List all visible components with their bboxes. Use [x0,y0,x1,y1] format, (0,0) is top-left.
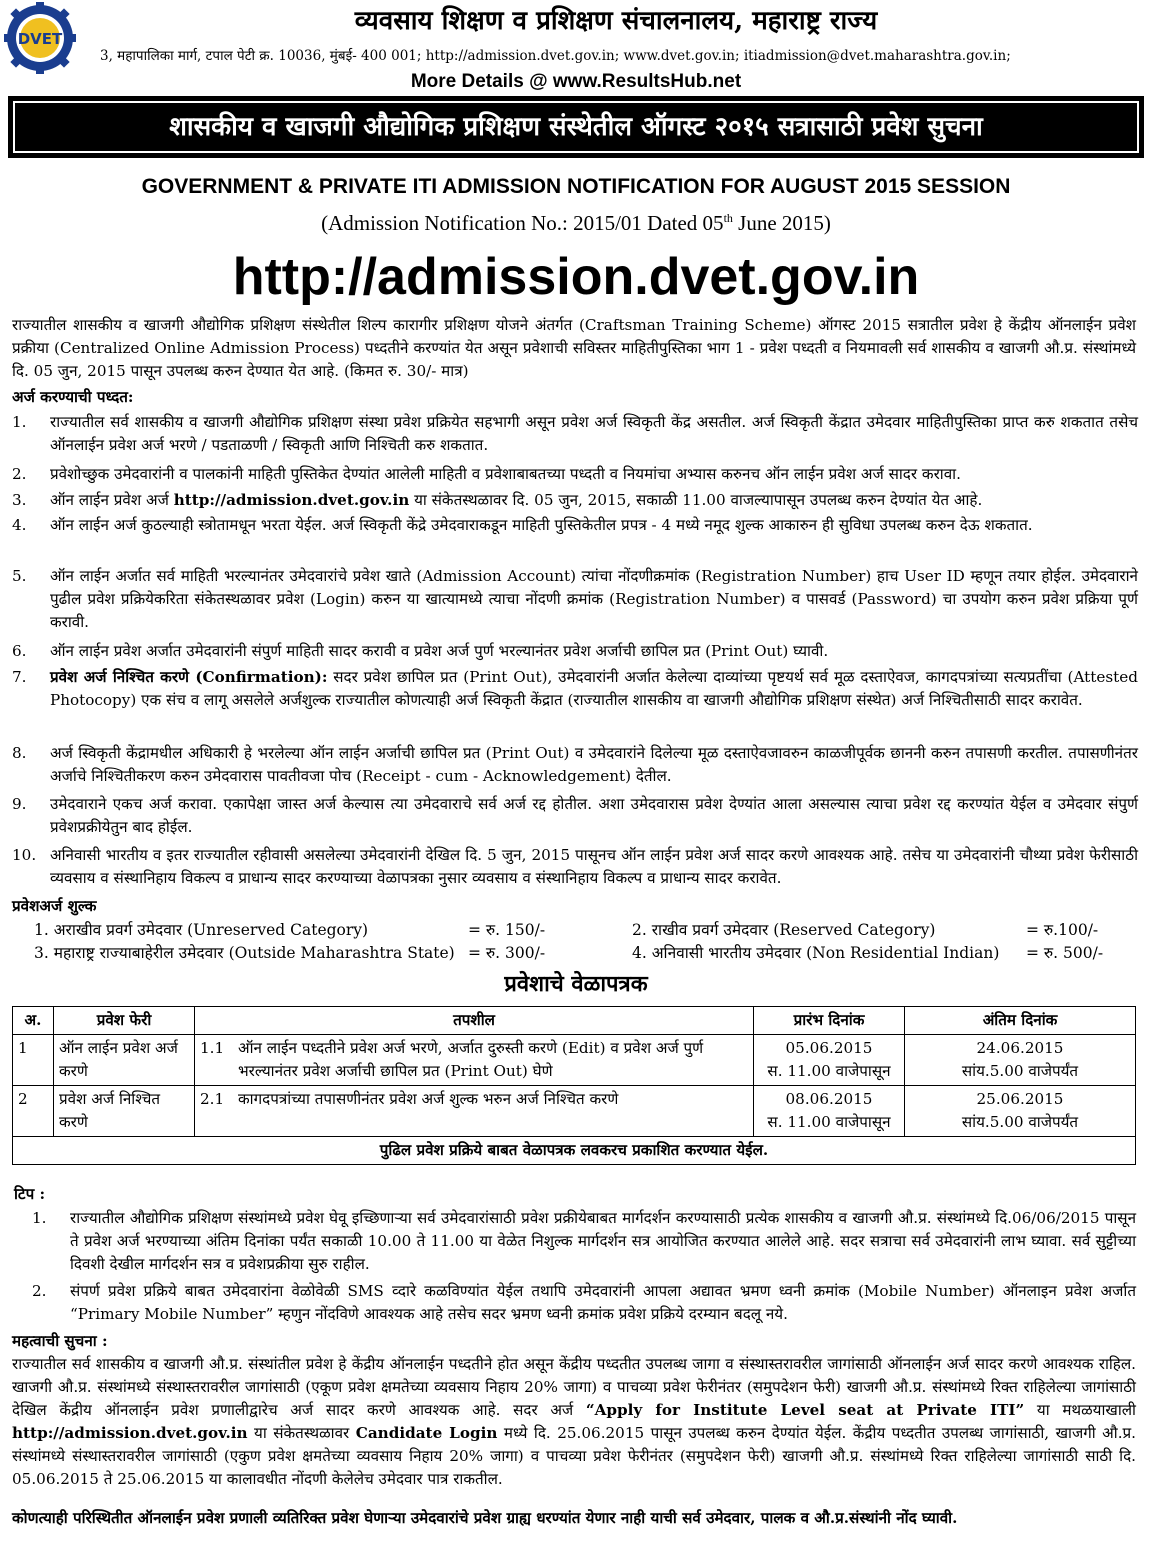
important-paragraph [12,1353,1136,1491]
item-number: 3. [12,491,27,509]
tip-text: राज्यातील औद्योगिक प्रशिक्षण संस्थांमध्ये प्रवेश घेवू इच्छिणाऱ्या सर्व उमेदवारांसाठी प्रवेश प्रक्रीयेबाबत मार्गदर्शन करण्यासाठी प्रत्येक शासकीय व खाजगी औ.प्र. संस्थांमध्ये दि.06/06/2015 पासून ते प्रवेश अर्ज भरण्याच्या अंतिम दिनांका पर्यंत सकाळी 10.00 ते 11.00 या वेळेत निशुल्क मार्गदर्शन सत्र आयोजित करण्यात आलेले आहे. सदर सत्राचा सर्व उमेदवारांनी लाभ घ्यावा. सर्व सुट्टीच्या दिवशी देखील मार्गदर्शन सत्र व प्रवेशप्रक्रीया सुरु राहील. [70,1209,1136,1273]
item-text-post: सदर प्रवेश छापिल प्रत (Print Out), उमेदवारांनी अर्जात केलेल्या दाव्यांच्या पृष्टयर्थ सर्व मूळ दस्ताऐवज, कागदपत्रांच्या सत्यप्रतींचा (Attested Photocopy) एक संच व लागू असलेले अर्जशुल्क राज्यातील कोणत्याही अर्ज स्विकृती केंद्रात (राज्यातील शासकीय वा खाजगी औद्योगिक प्रशिक्षण संस्थेत) अर्ज निश्चितीसाठी सादर करावेत. [50,668,1138,709]
item-text: उमेदवाराने एकच अर्ज करावा. एकापेक्षा जास्त अर्ज केल्यास त्या उमेदवाराचे सर्व अर्ज रद्द होतील. अशा उमेदवारास प्रवेश देण्यांत आला असल्यास त्याचा प्रवेश रद्द करण्यांत येईल व उमेदवार संपुर्ण प्रवेशप्रक्रीयेतुन बाद होईल. [50,795,1138,836]
fee-label: 2. राखीव प्रवर्ग उमेदवार (Reserved Category) [632,921,936,939]
start-date: 05.06.2015 [785,1039,873,1057]
row-number: 1 [13,1035,54,1086]
col-header: अ. [13,1007,54,1035]
item-text: राज्यातील सर्व शासकीय व खाजगी औद्योगिक प्रशिक्षण संस्था प्रवेश प्रक्रियेत सहभागी असून प्रवेश अर्ज स्विकृती केंद्र असतील. अर्ज स्विकृती केंद्रात उमेदवार माहितीपुस्तिका प्राप्त करु शकतात तसेच ऑनलाईन प्रवेश अर्ज भरणे / पडताळणी / स्विकृती आणि निश्चिती करु शकतात. [50,413,1138,454]
fee-amount: = रु. 150/- [468,921,546,939]
item-text: ऑन लाईन प्रवेश अर्जात उमेदवारांनी संपुर्ण माहिती सादर करावी व प्रवेश अर्ज पुर्ण भरल्यानंतर प्रवेश अर्जाची छापिल प्रत (Print Out) घ्यावी. [50,642,829,660]
row-round: प्रवेश अर्ज निश्चित करणे [54,1086,195,1137]
end-date: 24.06.2015 [976,1039,1064,1057]
row-detail [195,1035,754,1086]
row-sub: 2.1 [200,1090,225,1108]
fees-row [34,919,1107,942]
schedule-table [12,1006,1136,1165]
important-bold-3: Candidate Login [355,1424,498,1442]
item-url[interactable]: http://admission.dvet.gov.in [173,491,410,509]
item-number: 7. [12,668,27,686]
tip-item [32,1280,1136,1326]
org-name: व्यवसाय शिक्षण व प्रशिक्षण संचालनालय, महाराष्ट्र राज्य [354,6,878,36]
procedure-item [12,793,1138,839]
fee-label: 3. महाराष्ट्र राज्याबाहेरील उमेदवार (Outside Maharashtra State) [34,944,455,962]
procedure-item [12,411,1138,457]
fee-amount: = रु. 300/- [468,944,546,962]
item-text: अनिवासी भारतीय व इतर राज्यातील रहीवासी असलेल्या उमेदवारांनी देखिल दि. 5 जुन, 2015 पासूनच ऑन लाईन प्रवेश अर्ज सादर करणे आवश्यक आहे. तसेच या उमेदवारांनी चौथ्या प्रवेश फेरीसाठी व्यवसाय व संस्थानिहाय विकल्प व प्राधान्य सादर करण्याच्या वेळापत्रका नुसार व्यवसाय व संस्थानिहाय विकल्प व प्राधान्य सादर करावेत. [50,846,1138,887]
col-header: तपशील [195,1007,754,1035]
end-date: 25.06.2015 [976,1090,1064,1108]
item-number: 9. [12,795,27,813]
org-address: 3, महापालिका मार्ग, टपाल पेटी क्र. 10036, मुंबई- 400 001; http://admission.dvet.gov.in; www.dvet.gov.in; itiadmission@dvet.maharashtra.gov.in; [100,48,1011,64]
row-round: ऑन लाईन प्रवेश अर्ज करणे [54,1035,195,1086]
notification-post: June 2015) [732,211,831,235]
item-text: ऑन लाईन अर्ज कुठल्याही स्त्रोतामधून भरता येईल. अर्ज स्विकृती केंद्रे उमेदवाराकडून माहिती पुस्तिकेतील प्रपत्र - 4 मध्ये नमूद शुल्क आकारुन ही सुविधा उपलब्ध करुन देऊ शकतात. [50,516,1033,534]
banner-text: शासकीय व खाजगी औद्योगिक प्रशिक्षण संस्थेतील ऑगस्ट २०१५ सत्रासाठी प्रवेश सुचना [13,101,1139,153]
procedure-item [12,463,1138,486]
schedule-title: प्रवेशाचे वेळापत्रक [504,971,648,997]
row-detail-text: कागदपत्रांच्या तपासणीनंतर प्रवेश अर्ज शुल्क भरुन अर्ज निश्चित करणे [238,1090,619,1108]
tip-number: 2. [32,1282,47,1300]
item-number: 8. [12,744,27,762]
item-number: 5. [12,567,27,585]
fee-amount: = रु.100/- [1026,921,1099,939]
procedure-item [12,844,1138,890]
schedule-footer-row [13,1137,1136,1165]
tips-heading: टिप : [14,1185,46,1203]
col-header: अंतिम दिनांक [905,1007,1136,1035]
item-text [50,666,1138,712]
table-row [13,1086,1136,1137]
important-heading: महत्वाची सुचना : [12,1332,108,1350]
tip-text: संपर्ण प्रवेश प्रक्रिये बाबत उमेदवारांना वेळोवेळी SMS व्दारे कळविण्यांत येईल तथापि उमेदवारांनी आपला अद्यावत भ्रमण ध्वनी क्रमांक (Mobile Number) ऑनलाइन प्रवेश अर्जात “Primary Mobile Number” म्हणुन नोंदविणे आवश्यक आहे तसेच सदर भ्रमण ध्वनी क्रमांक प्रवेश प्रक्रिये दरम्यान बदलू नये. [70,1282,1136,1323]
row-start [754,1035,905,1086]
item-number: 4. [12,516,27,534]
notification-sup: th [723,211,733,225]
col-header: प्रारंभ दिनांक [754,1007,905,1035]
start-time: स. 11.00 वाजेपासून [767,1113,891,1131]
row-end [905,1035,1136,1086]
procedure-item [12,640,1138,663]
item-number: 1. [12,413,27,431]
tip-item [32,1207,1136,1276]
procedure-heading: अर्ज करण्याची पध्दत: [12,388,134,406]
end-time: सांय.5.00 वाजेपर्यंत [961,1062,1079,1080]
schedule-header-row [13,1007,1136,1035]
procedure-item [12,565,1138,634]
item-text: अर्ज स्विकृती केंद्रामधील अधिकारी हे भरलेल्या ऑन लाईन अर्जाची छापिल प्रत (Print Out) व उमेदवारांने दिलेल्या मूळ दस्ताऐवजावरुन काळजीपूर्वक छाननी करुन तपासणी करतील. तपासणीनंतर अर्जाचे निश्चितीकरण करुन उमेदवारास पावतीवजा पोच (Receipt - cum - Acknowledgement) देतील. [50,744,1138,785]
row-detail [195,1086,754,1137]
schedule-footer: पुढिल प्रवेश प्रक्रिये बाबत वेळापत्रक लवकरच प्रकाशित करण्यात येईल. [13,1137,1136,1165]
fee-amount: = रु. 500/- [1026,944,1104,962]
title-banner [8,96,1144,158]
item-number: 2. [12,465,27,483]
row-detail-text: ऑन लाईन पध्दतीने प्रवेश अर्ज भरणे, अर्जात दुरुस्ती करणे (Edit) व प्रवेश अर्ज पुर्ण भरल्यानंतर प्रवेश अर्जाची छापिल प्रत (Print Out) घेणे [238,1039,704,1080]
important-url[interactable]: http://admission.dvet.gov.in [12,1424,248,1442]
final-notice: कोणत्याही परिस्थितीत ऑनलाईन प्रवेश प्रणाली व्यतिरिक्त प्रवेश घेणाऱ्या उमेदवारांचे प्रवेश ग्राह्य धरण्यांत येणार नाही याची सर्व उमेदवार, पालक व औ.प्र.संस्थांनी नोंद घ्यावी. [12,1509,958,1527]
notification-pre: (Admission Notification No.: 2015/01 Dated 05 [321,211,724,235]
tip-number: 1. [32,1209,47,1227]
fees-row [34,942,1107,965]
important-text: राज्यातील सर्व शासकीय व खाजगी औ.प्र. संस्थांतील प्रवेश हे केंद्रीय ऑनलाईन पध्दतीने होत असून केंद्रीय पध्दतीत उपलब्ध जागा व संस्थास्तरावरील जागांसाठी ऑनलाईन अर्ज सादर करणे आवश्यक राहिल. खाजगी औ.प्र. संस्थांमध्ये संस्थास्तरावरील जागांसाठी (एकूण प्रवेश क्षमतेच्या व्यवसाय निहाय 20% जागा) व पाचव्या प्रवेश फेरीनंतर (समुपदेशन फेरी) खाजगी औ.प्र. संस्थांमध्ये रिक्त राहिलेल्या जागांसाठी देखिल केंद्रीय ऑनलाईन प्रवेश प्रणालीद्वारेच अर्ज सादर करणे आवश्यक आहे. सदर अर्ज [12,1355,1136,1419]
item-text [50,489,1138,512]
start-date: 08.06.2015 [785,1090,873,1108]
more-details-link[interactable]: More Details @ www.ResultsHub.net [410,71,742,92]
end-time: सांय.5.00 वाजेपर्यंत [961,1113,1079,1131]
item-text-post: या संकेतस्थळावर दि. 05 जुन, 2015, सकाळी 11.00 वाजल्यापासून उपलब्ध करुन देण्यांत येत आहे. [409,491,983,509]
admission-url[interactable]: http://admission.dvet.gov.in [232,248,920,306]
row-start [754,1086,905,1137]
logo-text: DVET [17,30,63,48]
item-text-pre: ऑन लाईन प्रवेश अर्ज [50,491,174,509]
fees-heading: प्रवेशअर्ज शुल्क [12,897,97,915]
col-header: प्रवेश फेरी [54,1007,195,1035]
item-text: प्रवेशोच्छुक उमेदवारांनी व पालकांनी माहिती पुस्तिकेत देण्यांत आलेली माहिती व प्रवेशाबाबतच्या पध्दती व नियमांचा अभ्यास करुनच ऑन लाईन प्रवेश अर्ज सादर करावा. [50,465,961,483]
item-number: 10. [12,846,37,864]
row-number: 2 [13,1086,54,1137]
intro-paragraph: राज्यातील शासकीय व खाजगी औद्योगिक प्रशिक्षण संस्थेतील शिल्प कारागीर प्रशिक्षण योजने अंतर्गत (Craftsman Training Scheme) ऑगस्ट 2015 सत्रातील प्रवेश हे केंद्रीय ऑनलाईन प्रवेश प्रक्रीया (Centralized Online Admission Process) पध्दतीने करण्यांत येत असून प्रवेशाची सविस्तर माहितीपुस्तिका भाग 1 - प्रवेश पध्दती व नियमावली सर्व शासकीय व खाजगी औ.प्र. संस्थांमध्ये दि. 05 जुन, 2015 पासून उपलब्ध करुन देण्यात येत आहे. (किमत रु. 30/- मात्र) [12,316,1136,380]
important-text-mid2: या संकेतस्थळावर [247,1424,356,1442]
fee-label: 1. अराखीव प्रवर्ग उमेदवार (Unreserved Category) [34,921,369,939]
table-row [13,1035,1136,1086]
procedure-item [12,666,1138,712]
notification-number [0,204,1152,237]
row-sub: 1.1 [200,1039,225,1057]
procedure-item [12,514,1138,537]
row-end [905,1086,1136,1137]
important-text-end: मध्ये दि. 25.06.2015 पासून उपलब्ध करुन देण्यांत येईल. केंद्रीय पध्दतीत उपलब्ध जागांसाठी, खाजगी औ.प्र. संस्थांमध्ये संस्थास्तरावरील जागांसाठी (एकुण प्रवेश क्षमतेच्या व्यवसाय निहाय 20% जागा) व पाचव्या प्रवेश फेरीनंतर (समुपदेशन फेरी) खाजगी औ.प्र. संस्थांमध्ये रिक्त राहिलेल्या जागांसाठी साठी दि. 05.06.2015 ते 25.06.2015 या कालावधीत नोंदणी केलेलेच उमेदवार पात्र राकतील. [12,1424,1136,1488]
english-title: GOVERNMENT & PRIVATE ITI ADMISSION NOTIFICATION FOR AUGUST 2015 SESSION [141,175,1011,198]
procedure-item [12,489,1138,512]
important-text-mid1: या मथळयाखाली [1024,1401,1136,1419]
start-time: स. 11.00 वाजेपासून [767,1062,891,1080]
item-number: 6. [12,642,27,660]
confirmation-label: प्रवेश अर्ज निश्चित करणे (Confirmation): [50,668,328,686]
item-text: ऑन लाईन अर्जात सर्व माहिती भरल्यानंतर उमेदवारांचे प्रवेश खाते (Admission Account) त्यांचा नोंदणीक्रमांक (Registration Number) हाच User ID म्हणून तयार होईल. उमेदवाराने पुढील प्रवेश प्रक्रियेकरिता संकेतस्थळावर प्रवेश (Login) करुन या खात्यामध्ये त्याचा नोंदणी क्रमांक (Registration Number) व पासवर्ड (Password) चा उपयोग करुन प्रवेश प्रक्रिया पूर्ण करावी. [50,567,1138,631]
procedure-item [12,742,1138,788]
fee-label: 4. अनिवासी भारतीय उमेदवार (Non Residential Indian) [632,944,1000,962]
important-bold-1: “Apply for Institute Level seat at Private ITI” [585,1401,1025,1419]
fees-table [34,919,1107,965]
